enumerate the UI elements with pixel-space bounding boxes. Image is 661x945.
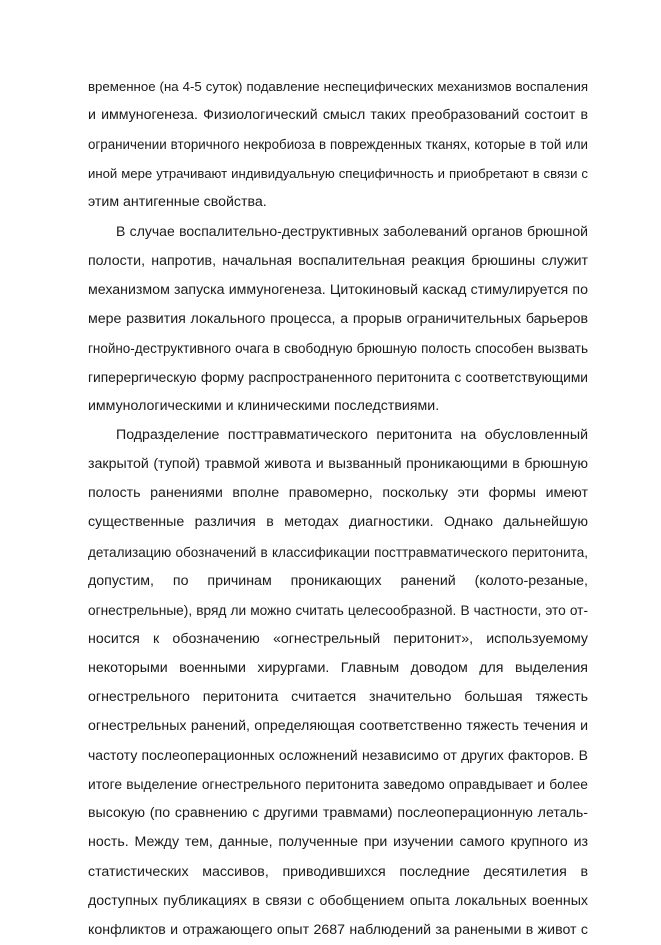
text-line: существенные различия в методах диагностики. Однако дальнейшую: [88, 514, 588, 531]
text-line: конфликтов и отражающего опыт 2687 наблюдений за ранеными в живот с: [88, 921, 588, 938]
text-line: гнойно-деструктивного очага в свободную брюшную полость способен вызвать: [88, 340, 588, 356]
paragraph: [88, 421, 588, 945]
text-line: В случае воспалительно-деструктивных заболеваний органов брюшной: [116, 223, 588, 240]
text-line: и иммуногенеза. Физиологический смысл таких преобразований состоит в: [88, 107, 588, 124]
text-line: иной мере утрачивают индивидуальную специфичность и приобретают в связи с: [88, 166, 588, 182]
text-line: огнестрельных ранений, определяющая соответственно тяжесть течения и: [88, 718, 588, 735]
text-line: доступных публикациях в связи с обобщением опыта локальных военных: [88, 892, 588, 909]
text-line: некоторыми военными хирургами. Главным доводом для выделения: [88, 659, 588, 676]
text-line: частоту послеоперационных осложнений независимо от других факторов. В: [88, 747, 588, 764]
text-line: допустим, по причинам проникающих ранений (колото-резаные,: [88, 572, 588, 589]
text-line: этим антигенные свойства.: [88, 194, 267, 211]
text-line: огнестрельные), вряд ли можно считать целесообразной. В частности, это от-: [88, 602, 588, 618]
text-line: ограничении вторичного некробиоза в поврежденных тканях, которые в той или: [88, 137, 588, 153]
text-line: полость ранениями вполне правомерно, поскольку эти формы имеют: [88, 485, 588, 502]
text-line: полости, напротив, начальная воспалительная реакция брюшины служит: [88, 252, 588, 269]
paragraph: [88, 72, 588, 217]
text-line: иммунологическими и клиническими последствиями.: [88, 398, 440, 415]
text-line: носится к обозначению «огнестрельный перитонит», используемому: [88, 630, 588, 647]
paragraph: [88, 217, 588, 421]
text-line: детализацию обозначений в классификации посттравматического перитонита,: [88, 544, 588, 560]
text-line: временное (на 4-5 суток) подавление неспецифических механизмов воспаления: [88, 79, 588, 94]
document-body: [88, 72, 588, 945]
text-line: Подразделение посттравматического перитонита на обусловленный: [116, 427, 588, 444]
text-line: итоге выделение огнестрельного перитонита заведомо оправдывает и более: [88, 776, 588, 793]
text-line: закрытой (тупой) травмой живота и вызванный проникающими в брюшную: [88, 456, 588, 473]
text-line: мере развития локального процесса, а прорыв ограничительных барьеров: [88, 310, 588, 327]
text-line: ность. Между тем, данные, полученные при изучении самого крупного из: [88, 834, 588, 851]
text-line: гиперергическую форму распространенного перитонита с соответствующими: [88, 369, 588, 385]
text-line: статистических массивов, приводившихся последние десятилетия в: [88, 863, 588, 880]
text-line: высокую (по сравнению с другими травмами) послеоперационную леталь-: [88, 805, 588, 822]
text-line: механизмом запуска иммуногенеза. Цитокиновый каскад стимулируется по: [88, 281, 588, 298]
text-line: огнестрельного перитонита считается значительно большая тяжесть: [88, 688, 588, 705]
